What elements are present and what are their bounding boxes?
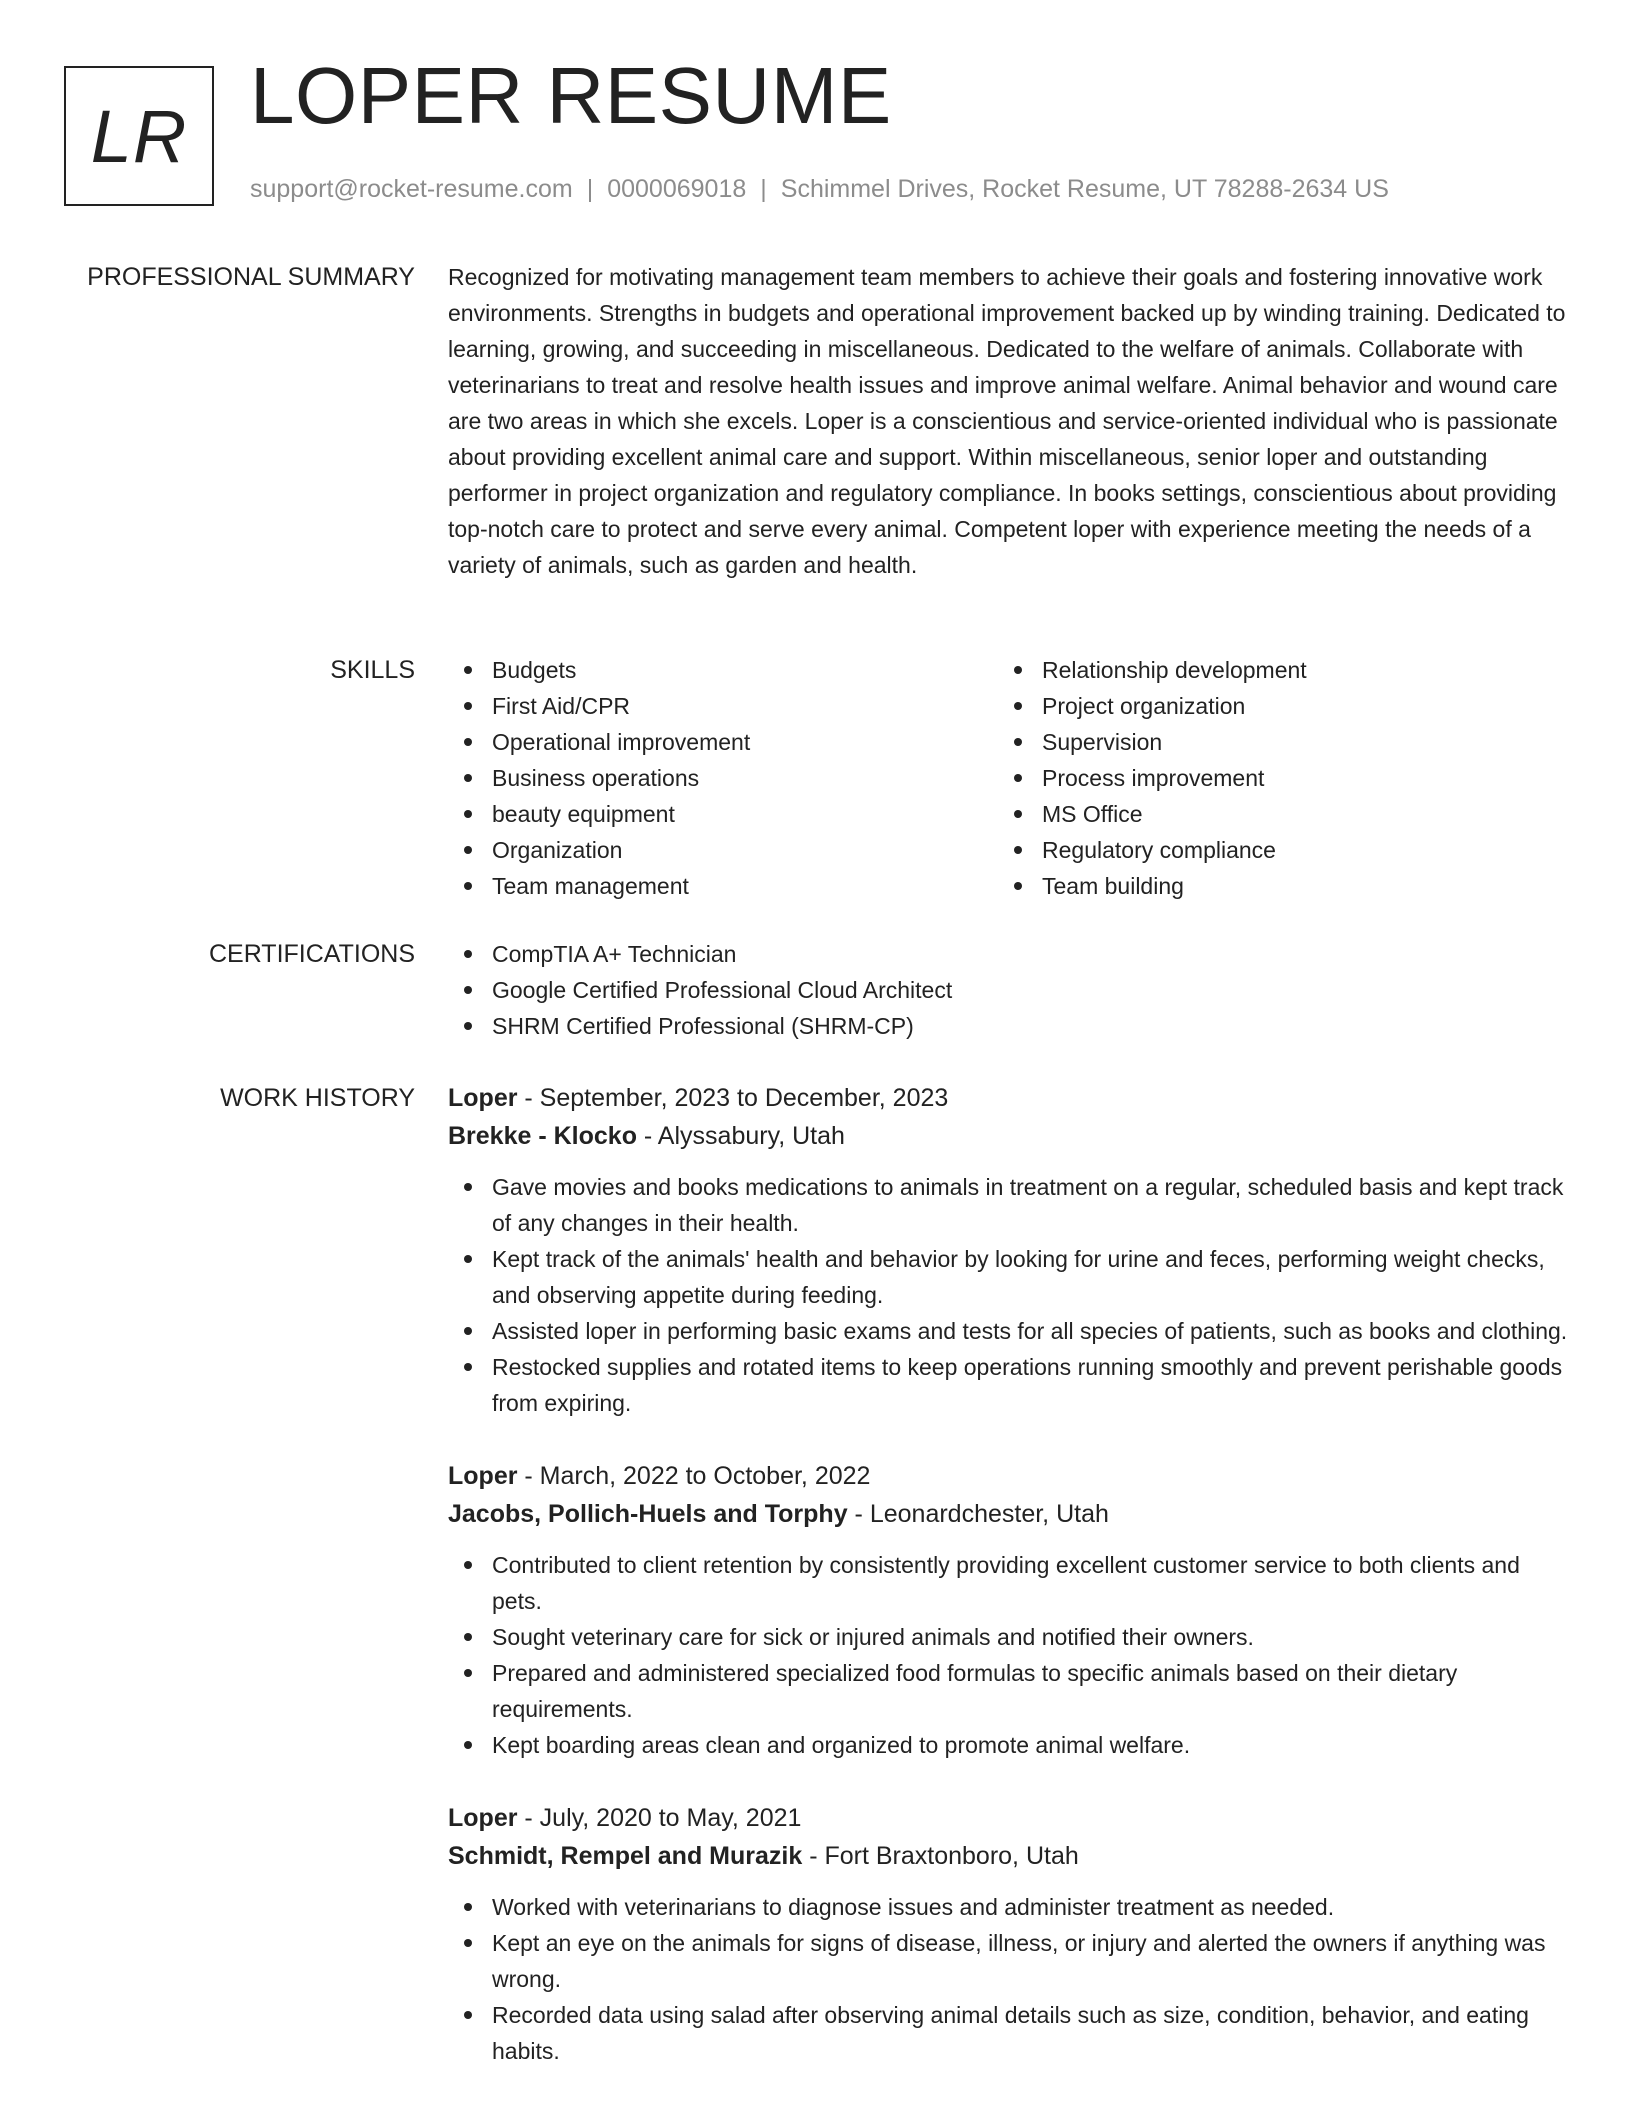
section-label-skills: SKILLS xyxy=(330,656,415,684)
summary-section xyxy=(448,259,1568,583)
monogram-logo: LR xyxy=(64,66,214,206)
job-entry xyxy=(448,1079,1568,1421)
skill-item: Team building xyxy=(998,868,1548,904)
job-company: Schmidt, Rempel and Murazik xyxy=(448,1842,803,1870)
contact-separator: | xyxy=(586,175,594,203)
job-company: Jacobs, Pollich-Huels and Torphy xyxy=(448,1500,848,1528)
job-duties-list xyxy=(448,1547,1568,1763)
job-dates: - March, 2022 to October, 2022 xyxy=(517,1462,871,1490)
job-duty-item: Kept track of the animals' health and behavior by looking for urine and feces, performing weight checks, and observing appetite during feeding. xyxy=(448,1241,1568,1313)
job-title-line xyxy=(448,1457,1568,1495)
page-title: LOPER RESUME xyxy=(250,51,892,140)
work-history-section xyxy=(448,1079,1568,2105)
contact-separator: | xyxy=(760,175,767,203)
skill-item: Team management xyxy=(448,868,998,904)
skill-item: Business operations xyxy=(448,760,998,796)
skill-item: First Aid/CPR xyxy=(448,688,998,724)
job-duties-list xyxy=(448,1169,1568,1421)
job-title-line xyxy=(448,1799,1568,1837)
skill-item: MS Office xyxy=(998,796,1548,832)
job-company-line xyxy=(448,1117,1568,1155)
skill-item: Operational improvement xyxy=(448,724,998,760)
address: Schimmel Drives, Rocket Resume, UT 78288-2634 US xyxy=(780,175,1389,203)
skill-item: beauty equipment xyxy=(448,796,998,832)
job-entry xyxy=(448,1799,1568,2069)
skills-list-left xyxy=(448,652,998,904)
section-label-certifications: CERTIFICATIONS xyxy=(208,940,415,968)
job-dates: - September, 2023 to December, 2023 xyxy=(517,1084,949,1112)
job-duty-item: Recorded data using salad after observing animal details such as size, condition, behavior, and eating habits. xyxy=(448,1997,1568,2069)
email-link[interactable]: support@rocket-resume.com xyxy=(250,175,573,203)
job-duty-item: Kept boarding areas clean and organized to promote animal welfare. xyxy=(448,1727,1568,1763)
contact-line xyxy=(250,174,1389,204)
certifications-list xyxy=(448,936,1568,1044)
certification-item: SHRM Certified Professional (SHRM-CP) xyxy=(448,1008,1568,1044)
job-duty-item: Kept an eye on the animals for signs of disease, illness, or injury and alerted the owners if anything was wrong. xyxy=(448,1925,1568,1997)
job-location: - Fort Braxtonboro, Utah xyxy=(802,1842,1079,1870)
section-label-summary: PROFESSIONAL SUMMARY xyxy=(87,263,415,291)
job-company-line xyxy=(448,1495,1568,1533)
skills-section xyxy=(448,652,1568,904)
skills-list-right xyxy=(998,652,1548,904)
job-duty-item: Sought veterinary care for sick or injured animals and notified their owners. xyxy=(448,1619,1568,1655)
skill-item: Budgets xyxy=(448,652,998,688)
job-duty-item: Restocked supplies and rotated items to keep operations running smoothly and prevent perishable goods from expiring. xyxy=(448,1349,1568,1421)
job-duty-item: Worked with veterinarians to diagnose issues and administer treatment as needed. xyxy=(448,1889,1568,1925)
summary-text: Recognized for motivating management team members to achieve their goals and fostering innovative work environments. Strengths in budgets and operational improvement backed up by winding training. Dedicated to learning, growing, and succeeding in miscellaneous. Dedicated to the welfare of animals. Collaborate with veterinarians to treat and resolve health issues and improve animal welfare. Animal behavior and wound care are two areas in which she excels. Loper is a conscientious and service-oriented individual who is passionate about providing excellent animal care and support. Within miscellaneous, senior loper and outstanding performer in project organization and regulatory compliance. In books settings, conscientious about providing top-notch care to protect and serve every animal. Competent loper with experience meeting the needs of a variety of animals, such as garden and health. xyxy=(448,264,1566,578)
certification-item: Google Certified Professional Cloud Architect xyxy=(448,972,1568,1008)
section-label-work-history: WORK HISTORY xyxy=(220,1084,415,1112)
job-duty-item: Contributed to client retention by consistently providing excellent customer service to both clients and pets. xyxy=(448,1547,1568,1619)
job-title-line xyxy=(448,1079,1568,1117)
job-entry xyxy=(448,1457,1568,1763)
skill-item: Supervision xyxy=(998,724,1548,760)
skill-item: Relationship development xyxy=(998,652,1548,688)
job-title: Loper xyxy=(448,1804,518,1832)
skills-grid xyxy=(448,652,1568,904)
job-duty-item: Gave movies and books medications to animals in treatment on a regular, scheduled basis and kept track of any changes in their health. xyxy=(448,1169,1568,1241)
skill-item: Project organization xyxy=(998,688,1548,724)
job-dates: - July, 2020 to May, 2021 xyxy=(517,1804,802,1832)
skill-item: Organization xyxy=(448,832,998,868)
job-company-line xyxy=(448,1837,1568,1875)
job-company: Brekke - Klocko xyxy=(448,1122,637,1150)
job-duties-list xyxy=(448,1889,1568,2069)
job-duty-item: Prepared and administered specialized food formulas to specific animals based on their dietary requirements. xyxy=(448,1655,1568,1727)
certification-item: CompTIA A+ Technician xyxy=(448,936,1568,972)
phone-number: 0000069018 xyxy=(607,175,747,203)
skill-item: Process improvement xyxy=(998,760,1548,796)
job-title: Loper xyxy=(448,1462,518,1490)
job-location: - Alyssabury, Utah xyxy=(636,1122,845,1150)
job-title: Loper xyxy=(448,1084,518,1112)
job-location: - Leonardchester, Utah xyxy=(847,1500,1109,1528)
skill-item: Regulatory compliance xyxy=(998,832,1548,868)
certifications-section xyxy=(448,936,1568,1044)
job-duty-item: Assisted loper in performing basic exams and tests for all species of patients, such as books and clothing. xyxy=(448,1313,1568,1349)
